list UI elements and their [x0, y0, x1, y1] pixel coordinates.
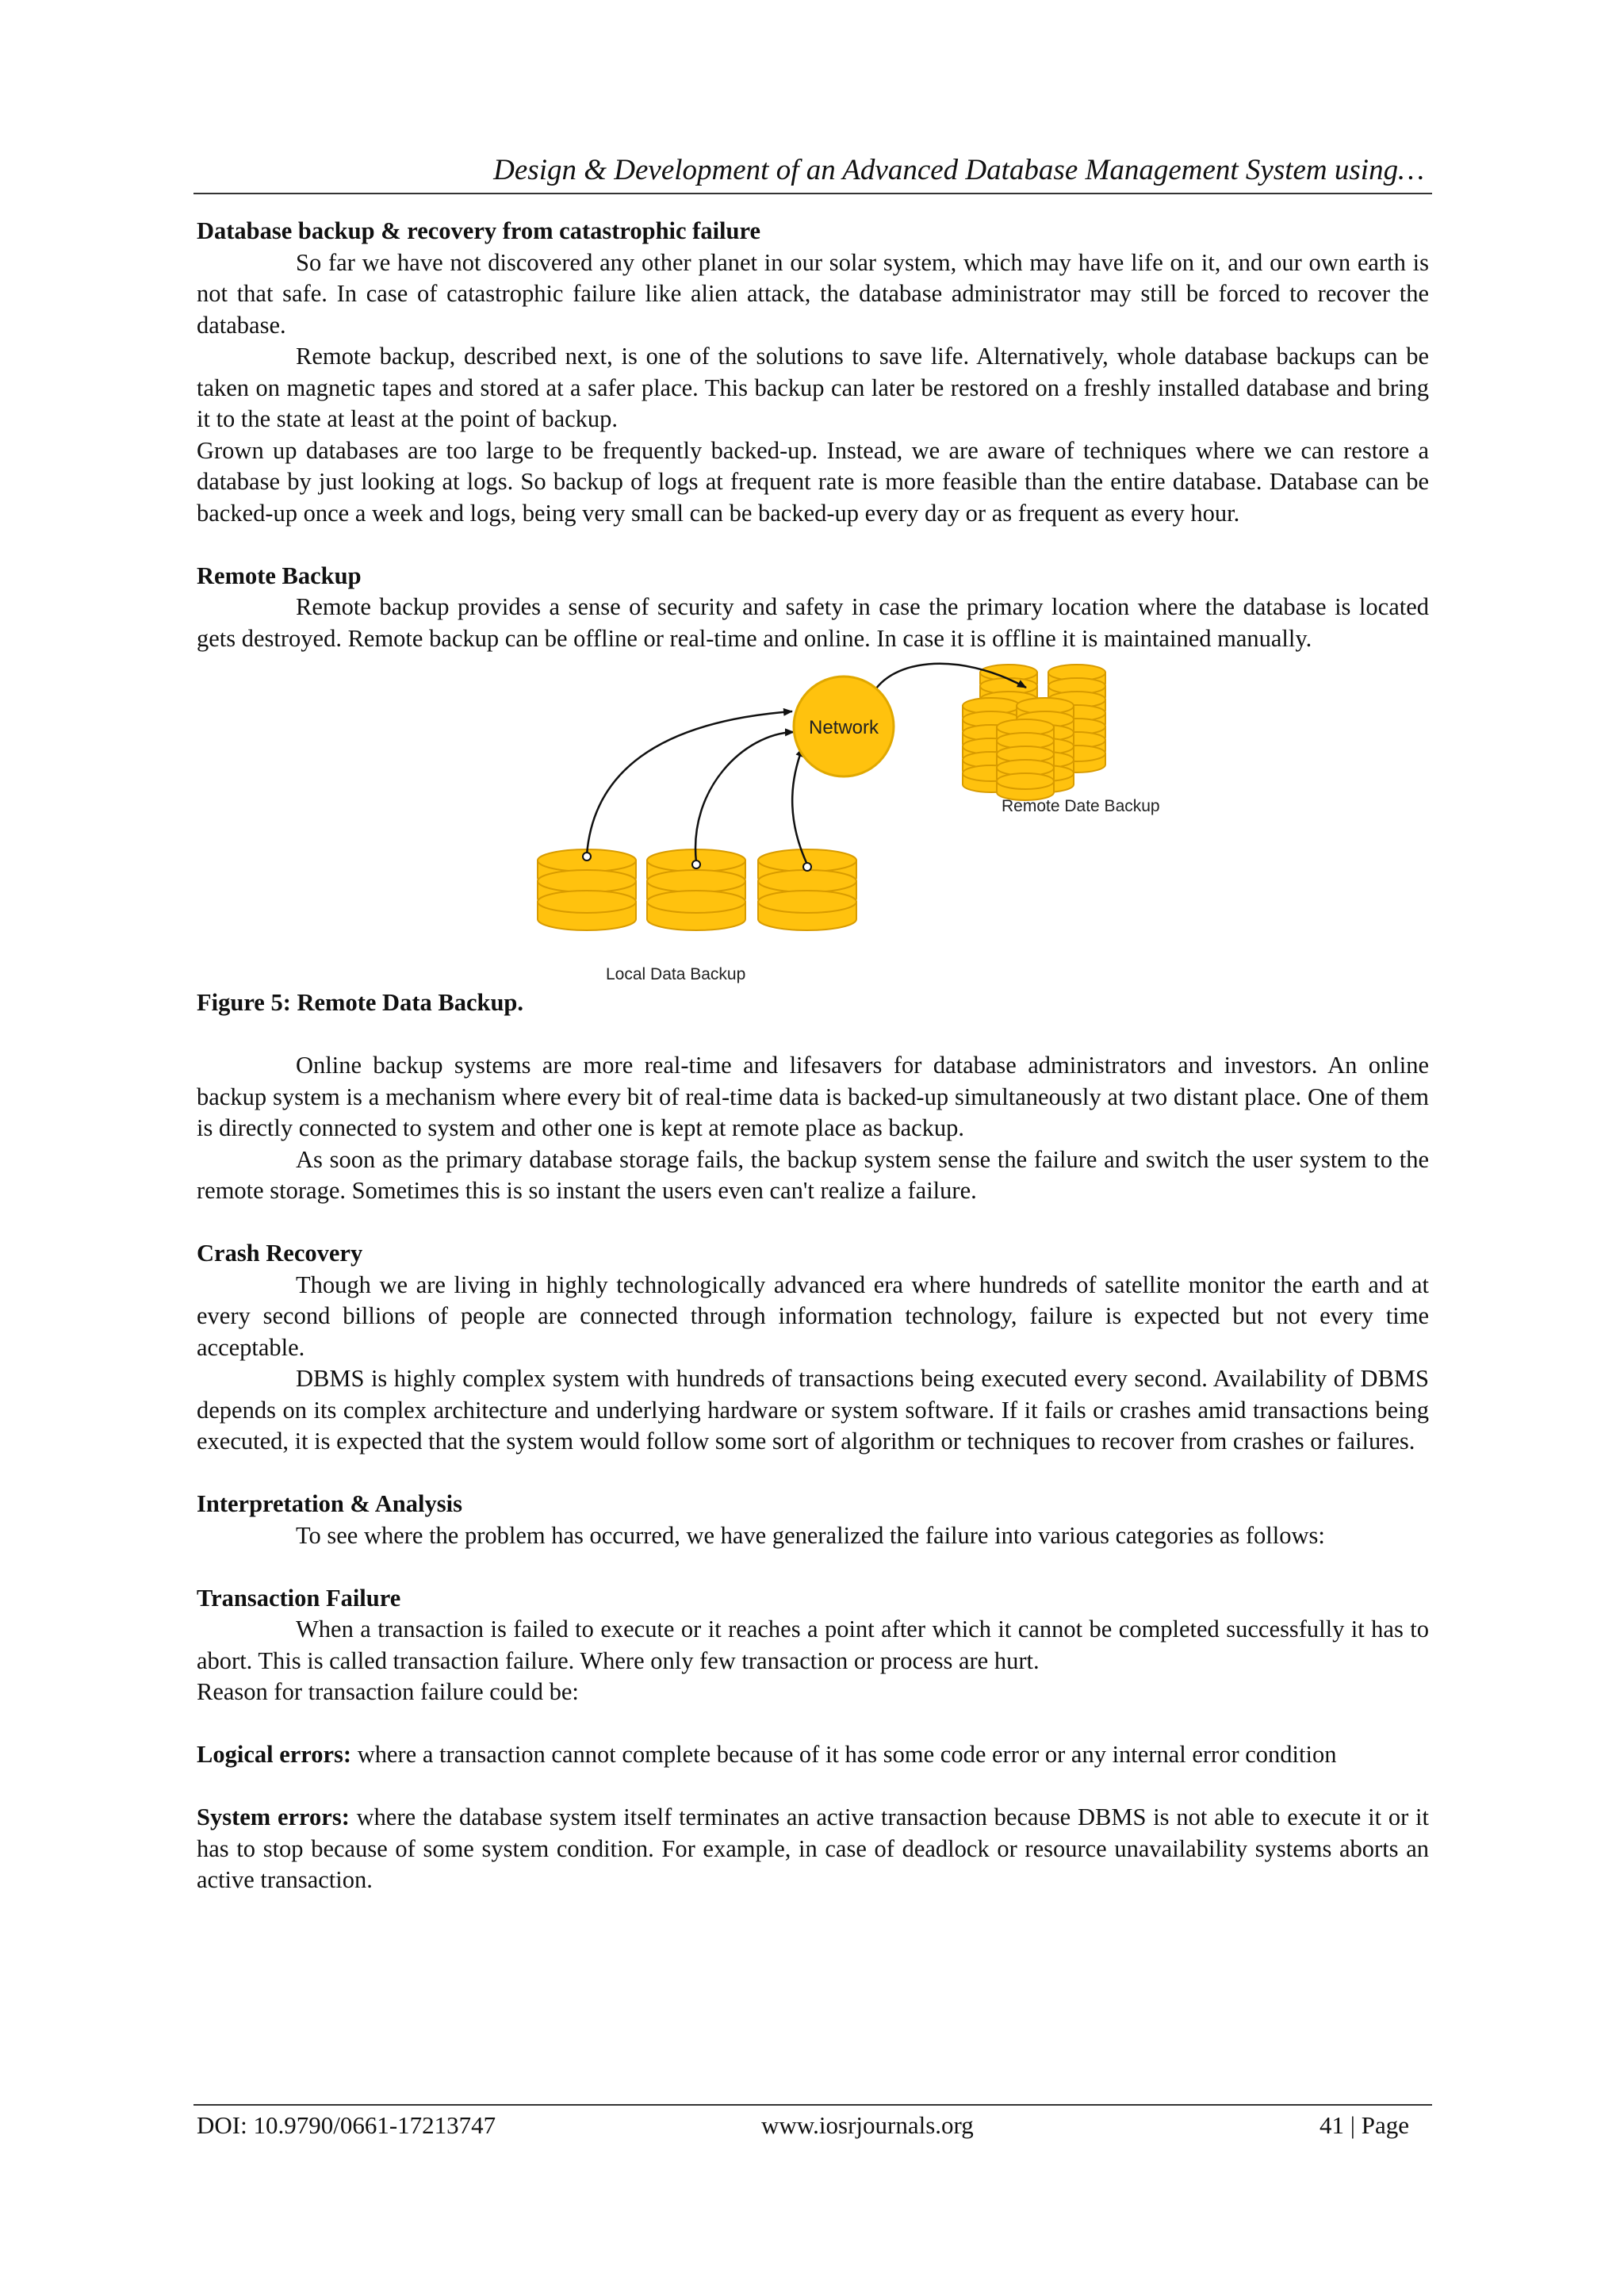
arrow-local1-to-network	[587, 711, 792, 855]
section-heading-interpretation: Interpretation & Analysis	[197, 1490, 462, 1517]
header-rule	[193, 193, 1432, 194]
footer-site: www.iosrjournals.org	[761, 2111, 974, 2139]
running-header: Design & Development of an Advanced Database Management System using…	[493, 154, 1424, 186]
paragraph: So far we have not discovered any other planet in our solar system, which may have life on it, and our own earth is not that safe. In case of catastrophic failure like alien attack, the database administrator may still be forced to recover the database.	[197, 248, 1429, 339]
logical-errors-item	[197, 1739, 1429, 1771]
paragraph: When a transaction is failed to execute or it reaches a point after which it cannot be completed successfully it has to abort. This is called transaction failure. Where only few transaction or process are hurt.	[197, 1616, 1429, 1674]
system-errors-text: where the database system itself terminates an active transaction because DBMS is not able to execute it or it has to stop because of some system condition. For example, in case of deadlock or resource unavailability systems aborts an active transaction.	[197, 1803, 1429, 1893]
arrow-local3-to-network	[792, 748, 807, 864]
paragraph: Online backup systems are more real-time and lifesavers for database administrators and investors. An online backup system is a mechanism where every bit of real-time data is backed-up simultaneously at two distant place. One of them is directly connected to system and other one is kept at remote place as backup.	[197, 1052, 1429, 1141]
remote-backup-label: Remote Date Backup	[1002, 797, 1160, 815]
section-heading-catastrophic: Database backup & recovery from catastrophic failure	[197, 217, 761, 244]
footer-doi: DOI: 10.9790/0661-17213747	[197, 2111, 496, 2139]
figure-caption: Figure 5: Remote Data Backup.	[197, 989, 523, 1016]
remote-db-stack-5	[997, 719, 1054, 800]
footer-page-number: 41 | Page	[1320, 2111, 1409, 2139]
system-errors-item	[197, 1802, 1429, 1896]
term-logical-errors: Logical errors:	[197, 1741, 352, 1768]
figure-remote-backup	[197, 654, 1429, 987]
local-backup-label: Local Data Backup	[606, 965, 746, 983]
paragraph: Remote backup provides a sense of security and safety in case the primary location where the database is located gets destroyed. Remote backup can be offline or real-time and online. In case it is offline it is maintained manually.	[197, 593, 1429, 652]
local-db-stack-3	[758, 849, 856, 930]
remote-db-stacks	[963, 665, 1105, 800]
paragraph: Remote backup, described next, is one of the solutions to save life. Alternatively, whole database backups can be taken on magnetic tapes and stored at a safer place. This backup can later be restored on a freshly installed database and bring it to the state at least at the point of backup.	[197, 343, 1429, 432]
logical-errors-text: where a transaction cannot complete because of it has some code error or any internal error condition	[351, 1741, 1337, 1768]
section-heading-crash: Crash Recovery	[197, 1240, 363, 1267]
paragraph: To see where the problem has occurred, we have generalized the failure into various categories as follows:	[296, 1521, 1325, 1549]
local-db-stack-1	[538, 849, 636, 930]
network-label: Network	[808, 717, 879, 738]
paragraph: As soon as the primary database storage fails, the backup system sense the failure and switch the user system to the remote storage. Sometimes this is so instant the users even can't realize a failure.	[197, 1145, 1429, 1204]
section-heading-transaction: Transaction Failure	[197, 1584, 401, 1612]
term-system-errors: System errors:	[197, 1803, 350, 1830]
paragraph: Though we are living in highly technologically advanced era where hundreds of satellite monitor the earth and at every second billions of people are connected through information technology, failure is expected but not every time acceptable.	[197, 1271, 1429, 1361]
diagram-svg	[197, 654, 1429, 987]
footer-rule	[193, 2104, 1432, 2106]
paragraph: Reason for transaction failure could be:	[197, 1678, 579, 1705]
paragraph: DBMS is highly complex system with hundreds of transactions being executed every second. Availability of DBMS depends on its complex architecture and underlying hardware or system software. If it fails or crashes amid transactions being executed, it is expected that the system would follow some sort of algorithm or techniques to recover from crashes or failures.	[197, 1365, 1429, 1455]
paragraph: Grown up databases are too large to be frequently backed-up. Instead, we are aware of techniques where we can restore a database by just looking at logs. So backup of logs at frequent rate is more feasible than the entire database. Database can be backed-up once a week and logs, being very small can be backed-up every day or as frequent as every hour.	[197, 436, 1429, 527]
arrow-local2-to-network	[695, 732, 794, 862]
section-heading-remote: Remote Backup	[197, 562, 362, 589]
body-text	[197, 216, 1429, 1896]
